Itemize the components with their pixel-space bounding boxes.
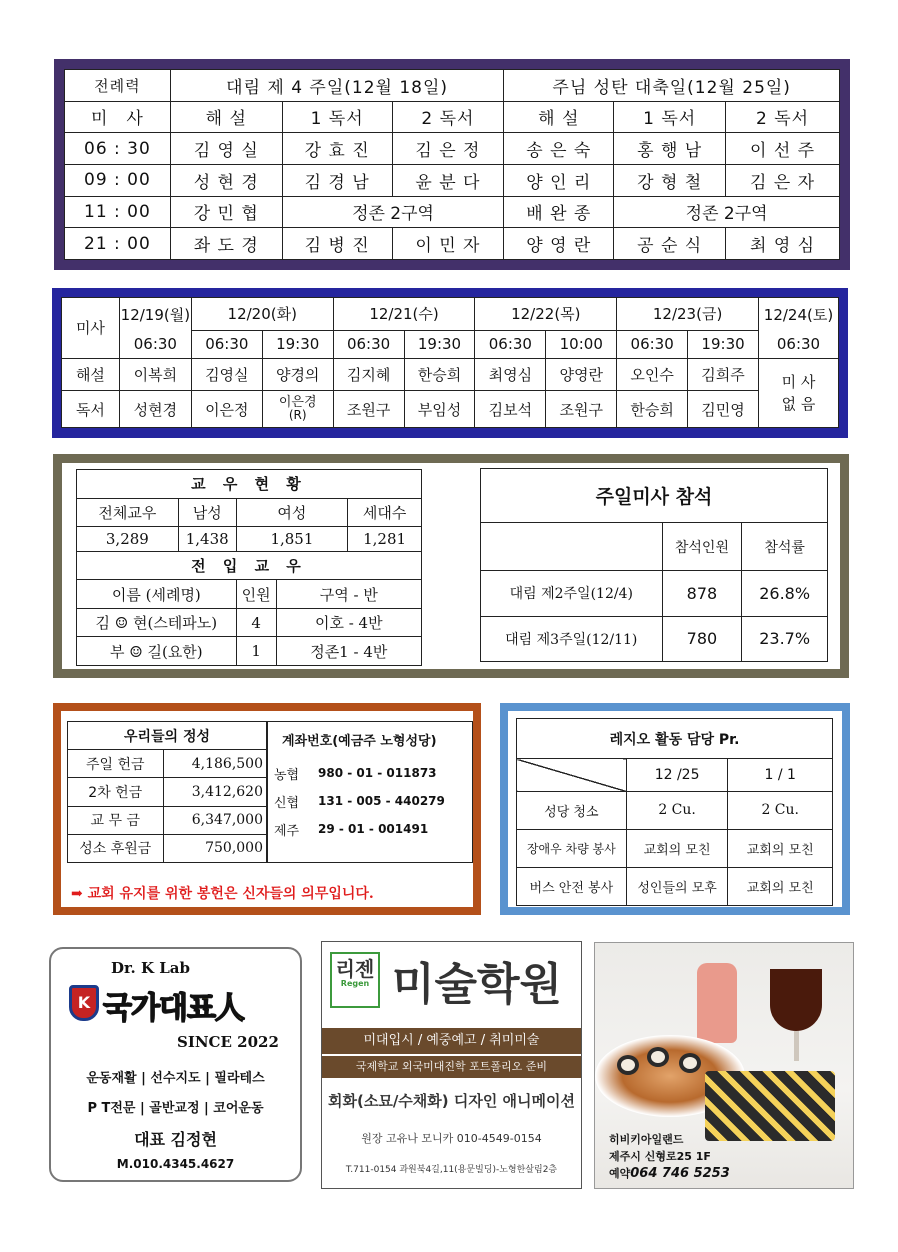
liturgy-cell: 공 순 식 xyxy=(614,228,726,260)
offering-notice: ➡ 교회 유지를 위한 봉헌은 신자들의 의무입니다. xyxy=(71,886,374,902)
commentary-cell: 이복희 xyxy=(119,358,191,391)
commentary-cell: 최영심 xyxy=(475,358,546,391)
liturgy-cell: 배 완 종 xyxy=(504,196,614,228)
newcomers-header: 인원 xyxy=(236,580,276,609)
liturgy-subheader: 해 설 xyxy=(504,101,614,133)
weekday-time: 19:30 xyxy=(262,330,333,358)
ad1-tel: M.010.4345.4627 xyxy=(116,1157,235,1171)
liturgy-cell: 김 은 자 xyxy=(726,164,840,196)
legio-cell: 교회의 모친 xyxy=(728,829,833,867)
members-header: 여성 xyxy=(236,498,348,527)
legio-label: 성당 청소 xyxy=(517,791,627,829)
legio-cell: 성인들의 모후 xyxy=(626,867,728,905)
liturgy-header-calendar: 전례력 xyxy=(65,70,171,102)
weekday-day: 12/24(토) xyxy=(758,298,838,331)
newcomer-count: 4 xyxy=(236,608,276,637)
commentary-label: 해설 xyxy=(62,358,120,391)
account-row xyxy=(274,815,466,843)
ad2-line1: 미대입시 / 예중예고 / 취미미술 xyxy=(322,1028,581,1054)
commentary-cell: 김영실 xyxy=(191,358,262,391)
members-header: 전체교우 xyxy=(77,498,179,527)
ad-fitness xyxy=(49,947,302,1182)
liturgy-header-christmas: 주님 성탄 대축일(12월 25일) xyxy=(504,70,840,102)
shield-logo-icon: K xyxy=(69,985,99,1021)
attendance-table-wrap xyxy=(480,468,828,662)
liturgy-cell: 이 선 주 xyxy=(726,133,840,165)
newcomers-header: 구역 - 반 xyxy=(276,580,421,609)
members-value: 1,438 xyxy=(178,527,236,552)
account-row xyxy=(274,787,466,815)
attendance-table xyxy=(480,468,828,662)
ad1-rep: 대표 김정현 xyxy=(134,1130,217,1149)
attendance-label: 대림 제3주일(12/11) xyxy=(481,616,663,662)
legio-cell: 교회의 모친 xyxy=(626,829,728,867)
ad2-mark: 리젠 xyxy=(335,957,375,981)
liturgy-time: 09 : 00 xyxy=(65,164,171,196)
ad2-mark-en: Regen xyxy=(340,979,370,988)
glass-stem-image xyxy=(794,1031,799,1061)
liturgy-cell: 최 영 심 xyxy=(726,228,840,260)
weekday-day: 12/22(목) xyxy=(475,298,617,331)
sushi-roll-image xyxy=(647,1047,669,1067)
newcomers-title: 전 입 교 우 xyxy=(77,551,422,580)
reading-cell: 김보석 xyxy=(475,391,546,428)
ad1-services: P T전문 | 골반교정 | 코어운동 xyxy=(87,1101,264,1116)
weekday-mass-label: 미사 xyxy=(62,298,120,359)
liturgy-subheader: 1 독서 xyxy=(614,101,726,133)
account-row xyxy=(274,759,466,787)
liturgy-panel xyxy=(54,59,850,270)
liturgy-header-advent4: 대림 제 4 주일(12월 18일) xyxy=(170,70,504,102)
legio-panel xyxy=(500,703,850,915)
reading-label: 독서 xyxy=(62,391,120,428)
reading-cell-with-note xyxy=(262,391,333,428)
newcomer-count: 1 xyxy=(236,637,276,666)
attendance-rate: 23.7% xyxy=(742,616,828,662)
offering-label: 교 무 금 xyxy=(68,806,164,834)
ad3-tel: 064 746 5253 xyxy=(630,1166,730,1181)
ad1-since: SINCE 2022 xyxy=(177,1033,279,1051)
reading-note: (R) xyxy=(288,408,307,423)
reading-cell: 한승희 xyxy=(617,391,688,428)
ad2-line2: 국제학교 외국미대진학 포트폴리오 준비 xyxy=(322,1056,581,1078)
liturgy-cell: 성 현 경 xyxy=(170,164,282,196)
legio-date: 12 /25 xyxy=(626,759,728,791)
liturgy-cell: 송 은 숙 xyxy=(504,133,614,165)
liturgy-cell: 홍 행 남 xyxy=(614,133,726,165)
attendance-label: 대림 제2주일(12/4) xyxy=(481,571,663,617)
commentary-cell: 한승희 xyxy=(404,358,475,391)
offering-amount: 4,186,500 xyxy=(163,750,266,778)
members-value: 3,289 xyxy=(77,527,179,552)
ad3-text xyxy=(609,1131,730,1182)
commentary-cell: 양경의 xyxy=(262,358,333,391)
weekday-time: 06:30 xyxy=(333,330,404,358)
liturgy-time: 21 : 00 xyxy=(65,228,171,260)
ad2-name: 미술학원 xyxy=(392,959,563,1010)
offering-label: 성소 후원금 xyxy=(68,834,164,862)
account-number: 29 - 01 - 001491 xyxy=(318,822,429,836)
legio-cell: 교회의 모친 xyxy=(728,867,833,905)
weekday-panel xyxy=(52,288,848,438)
members-header: 남성 xyxy=(178,498,236,527)
weekday-time: 19:30 xyxy=(688,330,759,358)
members-panel xyxy=(53,454,849,678)
weekday-time: 06:30 xyxy=(617,330,688,358)
ad3-name: 히비키아일랜드 xyxy=(609,1133,684,1146)
weekday-day: 12/19(월) xyxy=(119,298,191,331)
ad3-tel-label: 예약 xyxy=(609,1167,631,1180)
account-bank: 신협 xyxy=(274,795,300,811)
ad3-addr: 제주시 신형로25 1F xyxy=(609,1150,711,1163)
account-box xyxy=(267,721,473,863)
offering-table xyxy=(67,721,267,863)
commentary-cell: 김희주 xyxy=(688,358,759,391)
newcomers-header: 이름 (세례명) xyxy=(77,580,237,609)
liturgy-cell: 이 민 자 xyxy=(392,228,504,260)
offering-panel xyxy=(53,703,481,915)
account-bank: 제주 xyxy=(274,823,300,839)
liturgy-cell: 강 형 철 xyxy=(614,164,726,196)
wine-glass-image xyxy=(770,969,822,1031)
reading-cell: 부임성 xyxy=(404,391,475,428)
liturgy-subheader: 2 독서 xyxy=(392,101,504,133)
weekday-table xyxy=(61,297,839,428)
commentary-cell: 김지혜 xyxy=(333,358,404,391)
ad2-line4: 원장 고유나 모니카 010-4549-0154 xyxy=(361,1132,542,1145)
offering-label: 주일 헌금 xyxy=(68,750,164,778)
legio-date: 1 / 1 xyxy=(728,759,833,791)
legio-label: 장애우 차량 봉사 xyxy=(517,829,627,867)
regen-logo-icon xyxy=(330,952,380,1008)
commentary-cell: 양영란 xyxy=(546,358,617,391)
liturgy-subheader: 2 독서 xyxy=(726,101,840,133)
ad-art-academy xyxy=(321,941,582,1189)
attendance-rate: 26.8% xyxy=(742,571,828,617)
legio-label: 버스 안전 봉사 xyxy=(517,867,627,905)
ad1-brand: 국가대표人 xyxy=(103,991,244,1026)
liturgy-cell: 정존 2구역 xyxy=(282,196,504,228)
attendance-blank xyxy=(481,523,663,571)
liturgy-cell: 양 영 란 xyxy=(504,228,614,260)
account-bank: 농협 xyxy=(274,767,300,783)
legio-cell: 2 Cu. xyxy=(626,791,728,829)
reading-cell: 조원구 xyxy=(333,391,404,428)
liturgy-time: 11 : 00 xyxy=(65,196,171,228)
newcomer-name: 김 ☺ 현(스테파노) xyxy=(77,608,237,637)
ad2-line5: T.711-0154 과원북4길,11(용문빌딩)-노형한살림2층 xyxy=(345,1165,558,1175)
weekday-time: 06:30 xyxy=(119,330,191,358)
reading-cell: 이은정 xyxy=(191,391,262,428)
bottle-image xyxy=(697,963,737,1043)
liturgy-cell: 강 효 진 xyxy=(282,133,392,165)
offering-label: 2차 헌금 xyxy=(68,778,164,806)
ad2-line3: 회화(소묘/수채화) 디자인 애니메이션 xyxy=(328,1092,575,1110)
attendance-header: 참석률 xyxy=(742,523,828,571)
members-table-wrap xyxy=(76,469,422,666)
liturgy-subheader: 해 설 xyxy=(170,101,282,133)
members-title: 교 우 현 황 xyxy=(77,470,422,499)
ad-restaurant xyxy=(594,942,854,1189)
legio-corner xyxy=(517,759,627,791)
members-value: 1,851 xyxy=(236,527,348,552)
weekday-time: 06:30 xyxy=(758,330,838,358)
weekday-time: 10:00 xyxy=(546,330,617,358)
liturgy-cell: 양 인 리 xyxy=(504,164,614,196)
liturgy-subheader: 미 사 xyxy=(65,101,171,133)
liturgy-cell: 정존 2구역 xyxy=(614,196,840,228)
newcomer-area: 이호 - 4반 xyxy=(276,608,421,637)
members-header: 세대수 xyxy=(348,498,422,527)
ad1-services: 운동재활 | 선수지도 | 필라테스 xyxy=(86,1071,265,1086)
account-number: 131 - 005 - 440279 xyxy=(318,794,445,808)
no-mass-note: 미 사 없 음 xyxy=(758,358,838,427)
sushi-roll-image xyxy=(617,1055,639,1075)
liturgy-cell: 김 경 남 xyxy=(282,164,392,196)
liturgy-cell: 강 민 협 xyxy=(170,196,282,228)
legio-cell: 2 Cu. xyxy=(728,791,833,829)
attendance-count: 780 xyxy=(662,616,742,662)
attendance-title: 주일미사 참석 xyxy=(481,469,828,523)
liturgy-cell: 김 병 진 xyxy=(282,228,392,260)
legio-table xyxy=(516,718,833,906)
offering-title: 우리들의 정성 xyxy=(68,722,267,750)
liturgy-cell: 김 은 정 xyxy=(392,133,504,165)
legio-title: 레지오 활동 담당 Pr. xyxy=(517,719,833,759)
weekday-time: 06:30 xyxy=(475,330,546,358)
offering-table-wrap xyxy=(67,721,267,863)
liturgy-cell: 윤 분 다 xyxy=(392,164,504,196)
weekday-day: 12/23(금) xyxy=(617,298,759,331)
liturgy-table xyxy=(64,69,840,260)
ad3-tel-row xyxy=(609,1165,730,1182)
liturgy-time: 06 : 30 xyxy=(65,133,171,165)
offering-amount: 750,000 xyxy=(163,834,266,862)
weekday-time: 19:30 xyxy=(404,330,475,358)
offering-amount: 3,412,620 xyxy=(163,778,266,806)
liturgy-cell: 좌 도 경 xyxy=(170,228,282,260)
weekday-day: 12/21(수) xyxy=(333,298,475,331)
reading-name: 이은경 xyxy=(278,395,317,411)
offering-amount: 6,347,000 xyxy=(163,806,266,834)
members-table xyxy=(76,469,422,666)
attendance-count: 878 xyxy=(662,571,742,617)
reading-cell: 성현경 xyxy=(119,391,191,428)
reading-cell: 김민영 xyxy=(688,391,759,428)
commentary-cell: 오인수 xyxy=(617,358,688,391)
newcomer-name: 부 ☺ 길(요한) xyxy=(77,637,237,666)
weekday-time: 06:30 xyxy=(191,330,262,358)
liturgy-cell: 김 영 실 xyxy=(170,133,282,165)
members-value: 1,281 xyxy=(348,527,422,552)
newcomer-area: 정존1 - 4반 xyxy=(276,637,421,666)
liturgy-subheader: 1 독서 xyxy=(282,101,392,133)
ad1-lab: Dr. K Lab xyxy=(111,959,190,977)
sushi-roll-image xyxy=(679,1053,701,1073)
legio-table-wrap xyxy=(516,718,833,906)
weekday-day: 12/20(화) xyxy=(191,298,333,331)
account-number: 980 - 01 - 011873 xyxy=(318,766,437,780)
account-title: 계좌번호(예금주 노형성당) xyxy=(282,734,437,749)
reading-cell: 조원구 xyxy=(546,391,617,428)
attendance-header: 참석인원 xyxy=(662,523,742,571)
